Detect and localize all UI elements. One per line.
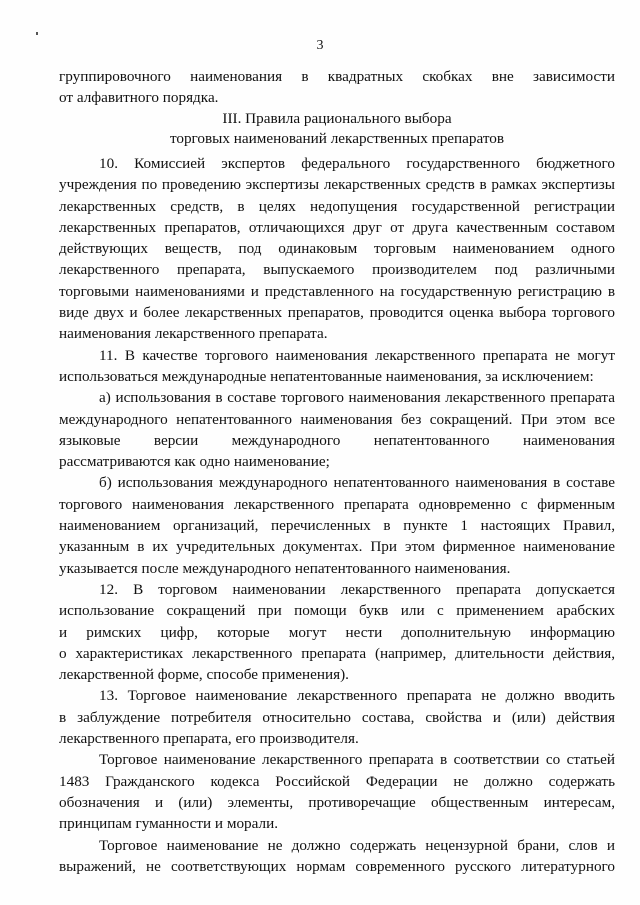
- text-line: лекарственного препарата, его производителя.: [59, 730, 359, 748]
- text-line: международного непатентованного наименования без сокращений. При этом все: [59, 410, 615, 428]
- text-line: наименованием организаций, перечисленных в пункте 1 настоящих Правил,: [59, 517, 615, 535]
- section-heading: [59, 109, 615, 149]
- heading-line: торговых наименований лекарственных препаратов: [169, 130, 505, 147]
- text-line: использование сокращений при помощи букв или с применением арабских: [59, 602, 615, 620]
- text-line: торгового наименования лекарственного препарата одновременно с фирменным: [59, 495, 615, 513]
- text-line: лекарственного препарата, выпускаемого производителем под различными: [59, 261, 615, 279]
- text-line: 12. В торговом наименовании лекарственного препарата допускается: [99, 580, 615, 598]
- text-line: учреждения по проведению экспертизы лекарственных средств в рамках экспертизы: [59, 176, 615, 194]
- text-line: торговыми наименованиями и представленного на государственную регистрацию в: [59, 282, 615, 300]
- text-line: обозначения и (или) элементы, противоречащие общественным интересам,: [59, 793, 615, 811]
- text-line: лекарственной форме, способе применения).: [59, 666, 349, 684]
- heading-line: III. Правила рационального выбора: [222, 110, 452, 127]
- text-line: о характеристиках лекарственного препарата (например, длительности действия,: [59, 644, 615, 662]
- text-line: Торговое наименование лекарственного препарата в соответствии со статьей: [99, 751, 615, 769]
- text-line: указывается после международного непатентованного наименования.: [59, 559, 511, 577]
- text-line: Торговое наименование не должно содержать нецензурной брани, слов и: [99, 836, 615, 854]
- text-line: 10. Комиссией экспертов федерального государственного бюджетного: [99, 155, 615, 172]
- text-line: а) использования в составе торгового наименования лекарственного препарата: [99, 389, 615, 407]
- text-line: виде двух и более лекарственных препаратов, проводится оценка выбора торгового: [59, 304, 615, 322]
- text-line: наименования лекарственного препарата.: [59, 325, 328, 343]
- text-line: указанным в их учредительных документах. При этом фирменное наименование: [59, 538, 615, 556]
- text-line: рассматриваются как одно наименование;: [59, 453, 330, 471]
- text-line: от алфавитного порядка.: [59, 89, 219, 107]
- text-line: 13. Торговое наименование лекарственного препарата не должно вводить: [99, 687, 615, 705]
- text-line: действующих веществ, под одинаковым торговым наименованием одного: [59, 240, 615, 258]
- text-line: и римских цифр, которые могут нести дополнительную информацию: [59, 623, 615, 641]
- text-line: 1483 Гражданского кодекса Российской Федерации не должно содержать: [59, 772, 615, 790]
- top-paragraph: [59, 66, 615, 109]
- text-line: в заблуждение потребителя относительно состава, свойства и (или) действия: [59, 708, 615, 726]
- text-line: группировочного наименования в квадратных скобках вне зависимости: [59, 68, 615, 85]
- text-line: лекарственных средств, в целях недопущения государственной регистрации: [59, 197, 615, 215]
- body-text: [59, 153, 615, 877]
- page-number: 3: [316, 38, 324, 53]
- scan-mark: [36, 32, 38, 35]
- text-line: б) использования международного непатентованного наименования в составе: [99, 474, 615, 492]
- text-line: языковые версии международного непатентованного наименования: [59, 431, 615, 449]
- text-line: лекарственных препаратов, отличающихся друг от друга качественным составом: [59, 218, 615, 236]
- text-line: выражений, не соответствующих нормам современного русского литературного: [59, 857, 615, 875]
- text-line: 11. В качестве торгового наименования лекарственного препарата не могут: [99, 346, 615, 364]
- text-line: использоваться международные непатентованные наименования, за исключением:: [59, 367, 594, 385]
- text-line: принципам гуманности и морали.: [59, 815, 279, 833]
